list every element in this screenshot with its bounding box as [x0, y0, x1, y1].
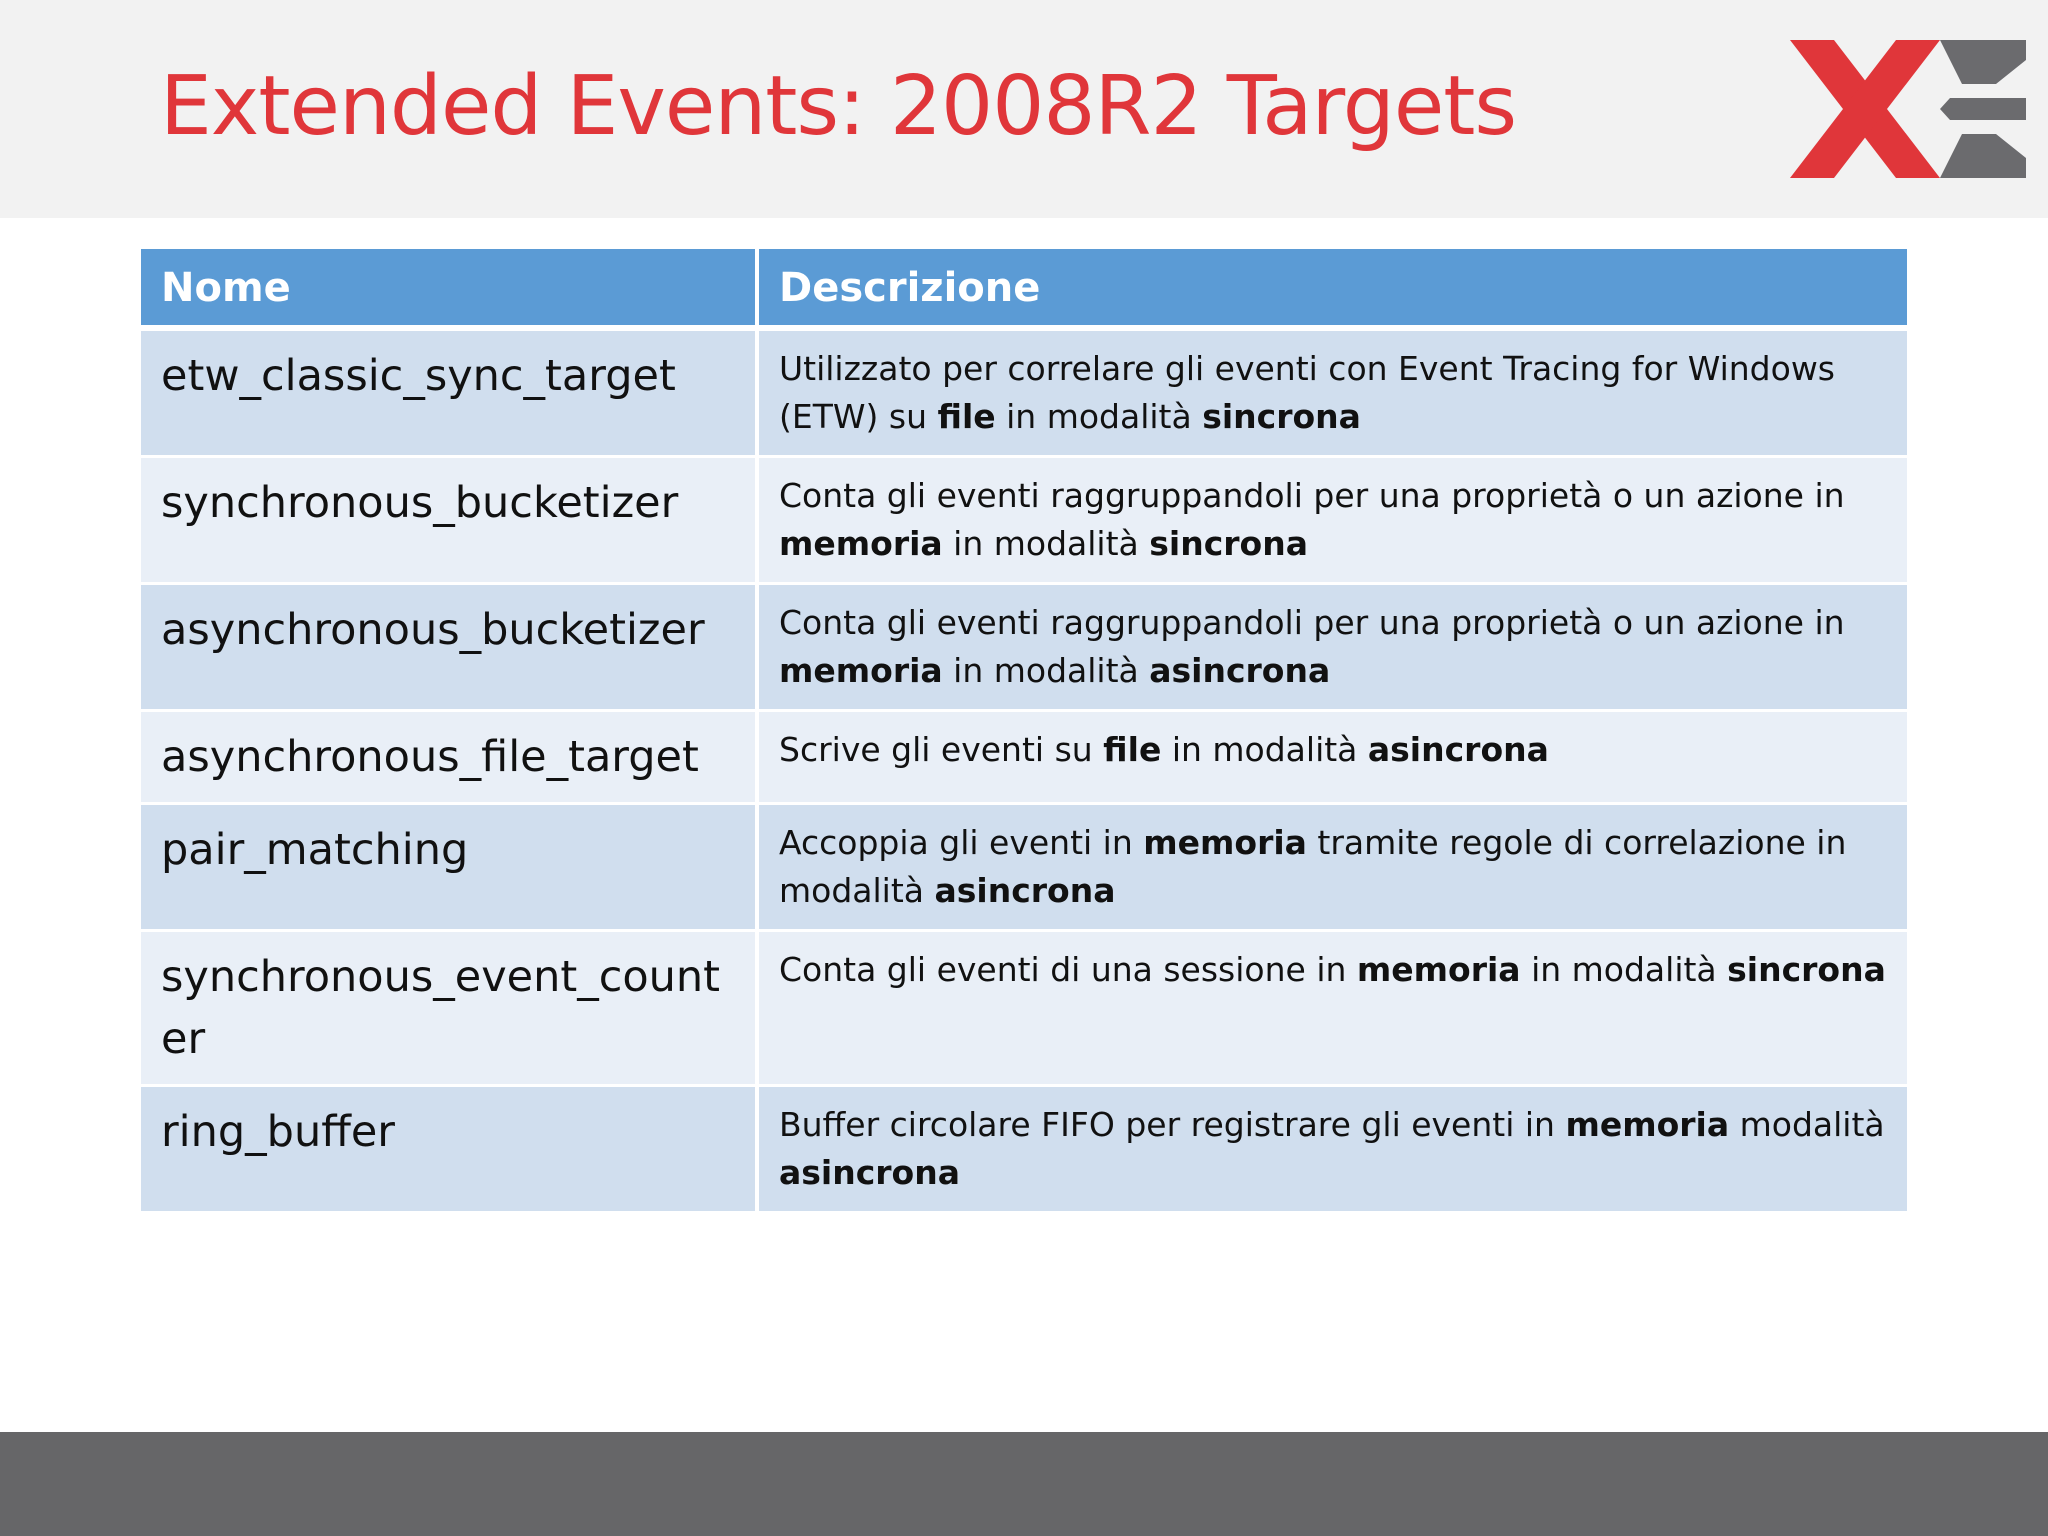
- logo-e-top: [1940, 40, 2026, 84]
- description-text: tramite regole di correlazione in modalità: [779, 823, 1847, 910]
- table-row: [141, 584, 1907, 711]
- slide-title: Extended Events: 2008R2 Targets: [160, 59, 1517, 154]
- target-description-cell: [757, 931, 1907, 1086]
- description-emphasis: sincrona: [1727, 950, 1886, 989]
- description-emphasis: asincrona: [934, 871, 1116, 910]
- table-row: [141, 328, 1907, 457]
- table-header-row: [141, 249, 1907, 328]
- table-row: [141, 804, 1907, 931]
- target-description-cell: [757, 1086, 1907, 1212]
- target-description-cell: [757, 584, 1907, 711]
- target-name-cell: pair_matching: [141, 804, 757, 931]
- description-text: Conta gli eventi raggruppandoli per una proprietà o un azione in: [779, 476, 1845, 515]
- target-description-cell: [757, 457, 1907, 584]
- description-text: Conta gli eventi raggruppandoli per una proprietà o un azione in: [779, 603, 1845, 642]
- target-name-cell: etw_classic_sync_target: [141, 328, 757, 457]
- description-text: Accoppia gli eventi in: [779, 823, 1144, 862]
- table-body: [141, 328, 1907, 1211]
- description-emphasis: memoria: [1356, 950, 1521, 989]
- description-text: in modalità: [1161, 730, 1368, 769]
- target-description-cell: [757, 804, 1907, 931]
- description-text: in modalità: [995, 397, 1203, 436]
- target-name-cell: synchronous_event_counter: [141, 931, 757, 1086]
- column-header-name: Nome: [141, 249, 757, 328]
- description-emphasis: memoria: [1565, 1105, 1730, 1144]
- table-row: [141, 711, 1907, 804]
- targets-table: [141, 249, 1907, 1211]
- target-description-cell: [757, 711, 1907, 804]
- description-emphasis: sincrona: [1149, 524, 1308, 563]
- target-name-cell: synchronous_bucketizer: [141, 457, 757, 584]
- footer-band: [0, 1432, 2048, 1536]
- logo-e-bottom: [1940, 134, 2026, 178]
- description-emphasis: asincrona: [1367, 730, 1549, 769]
- description-text: in modalità: [1520, 950, 1728, 989]
- table-row: [141, 1086, 1907, 1212]
- xe-logo: [1790, 38, 2026, 180]
- target-name-cell: ring_buffer: [141, 1086, 757, 1212]
- description-text: Utilizzato per correlare gli eventi con Event Tracing for Windows (ETW) su: [779, 349, 1835, 436]
- description-emphasis: asincrona: [779, 1153, 960, 1192]
- description-text: modalità: [1729, 1105, 1885, 1144]
- description-text: in modalità: [942, 524, 1150, 563]
- description-text: in modalità: [942, 651, 1150, 690]
- description-emphasis: file: [937, 397, 996, 436]
- column-header-description: Descrizione: [757, 249, 1907, 328]
- description-text: Scrive gli eventi su: [779, 730, 1104, 769]
- table-row: [141, 931, 1907, 1086]
- description-emphasis: file: [1103, 730, 1162, 769]
- logo-e-middle: [1940, 98, 2026, 120]
- description-emphasis: memoria: [779, 524, 943, 563]
- description-emphasis: memoria: [779, 651, 943, 690]
- description-emphasis: sincrona: [1202, 397, 1361, 436]
- description-text: Buffer circolare FIFO per registrare gli eventi in: [779, 1105, 1566, 1144]
- description-text: Conta gli eventi di una sessione in: [779, 950, 1357, 989]
- description-emphasis: asincrona: [1149, 651, 1331, 690]
- target-name-cell: asynchronous_bucketizer: [141, 584, 757, 711]
- description-emphasis: memoria: [1143, 823, 1307, 862]
- target-name-cell: asynchronous_file_target: [141, 711, 757, 804]
- target-description-cell: [757, 328, 1907, 457]
- table-row: [141, 457, 1907, 584]
- targets-table-container: [141, 249, 1907, 1211]
